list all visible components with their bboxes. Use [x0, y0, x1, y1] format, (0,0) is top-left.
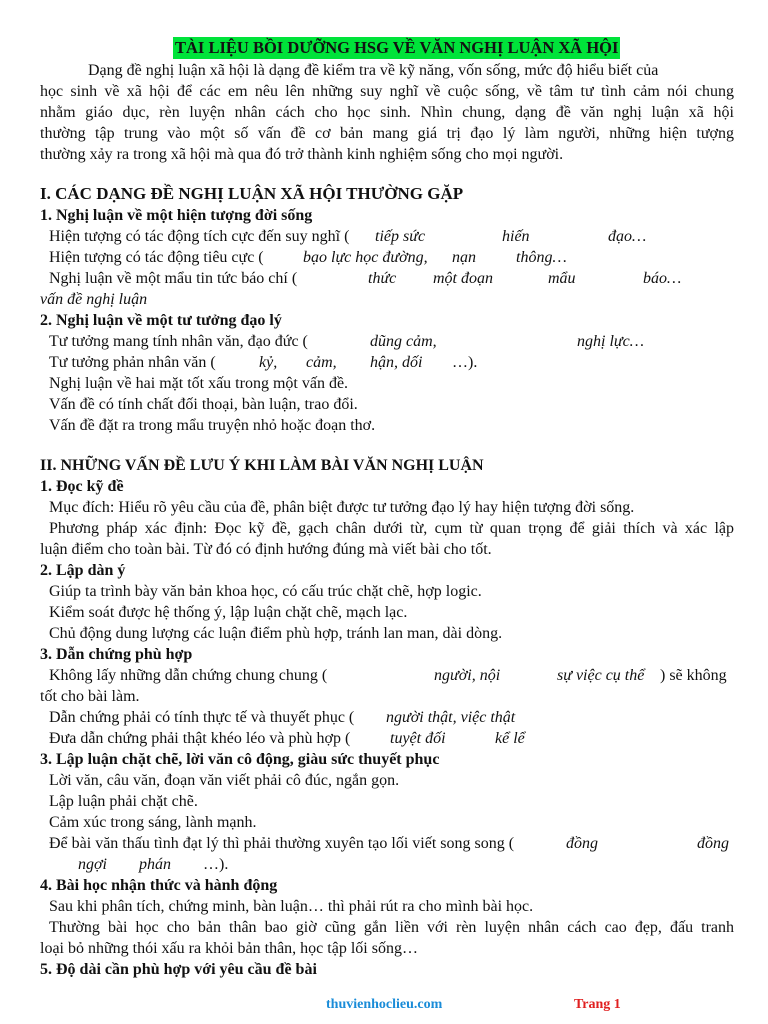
list-item: Để bài văn thấu tình đạt lý thì phải thường xuyên tạo lối viết song song (: [49, 835, 515, 852]
list-item: Giúp ta trình bày văn bản khoa học, có cấu trúc chặt chẽ, hợp logic.: [49, 583, 482, 600]
intro-line-3: nhằm giáo dục, rèn luyện nhân cách cho học sinh. Nhìn chung, dạng đề văn nghị luận xã hội: [40, 104, 734, 121]
italic-fragment: hiến: [502, 228, 530, 245]
list-item: Hiện tượng có tác động tích cực đến suy nghĩ (: [49, 228, 350, 245]
text-fragment: …).: [203, 856, 229, 873]
list-item: Kiểm soát được hệ thống ý, lập luận chặt chẽ, mạch lạc.: [49, 604, 408, 621]
list-item: Chủ động dung lượng các luận điểm phù hợp, tránh lan man, dài dòng.: [49, 625, 503, 642]
italic-fragment: bạo lực học đường,: [303, 249, 428, 266]
list-item: Lời văn, câu văn, đoạn văn viết phải cô đúc, ngắn gọn.: [49, 772, 400, 789]
italic-fragment: mẩu: [548, 270, 576, 287]
list-item: Tư tưởng mang tính nhân văn, đạo đức (: [49, 333, 308, 350]
list-item: Không lấy những dẫn chứng chung chung (: [49, 667, 328, 684]
footer-page-number: Trang 1: [574, 997, 621, 1012]
section-2-sub-2: 2. Lập dàn ý: [40, 562, 126, 579]
list-item: Mục đích: Hiểu rõ yêu cầu của đề, phân biệt được tư tưởng đạo lý hay hiện tượng đời sống.: [49, 499, 635, 516]
italic-fragment: tuyệt đối: [390, 730, 446, 747]
list-item: Thường bài học cho bản thân bao giờ cũng gắn liền với rèn luyện nhân cách cao đẹp, đấu tranh: [49, 919, 734, 936]
intro-line-2: học sinh về xã hội để các em nêu lên những suy nghĩ về cuộc sống, về tâm tư tình cảm nói chung: [40, 83, 734, 100]
italic-fragment: đạo…: [608, 228, 647, 245]
list-item: loại bỏ những thói xấu ra khỏi bản thân, học tập lối sống…: [40, 940, 418, 957]
section-1-heading: I. CÁC DẠNG ĐỀ NGHỊ LUẬN XÃ HỘI THƯỜNG GẶP: [40, 184, 464, 203]
italic-fragment: báo…: [643, 270, 682, 287]
italic-fragment: thông…: [516, 249, 567, 266]
italic-fragment: kỷ,: [259, 354, 278, 371]
list-item: luận điểm cho toàn bài. Từ đó có định hướng đúng mà viết bài cho tốt.: [40, 541, 492, 558]
italic-fragment: sự việc cụ thể: [557, 667, 645, 684]
list-item: Vấn đề có tính chất đối thoại, bàn luận, trao đổi.: [49, 396, 358, 413]
italic-fragment: dũng cảm,: [370, 333, 437, 350]
list-item: Nghị luận về hai mặt tốt xấu trong một vấn đề.: [49, 375, 349, 392]
section-2-sub-5: 4. Bài học nhận thức và hành động: [40, 877, 278, 894]
section-2-heading: II. NHỮNG VẤN ĐỀ LƯU Ý KHI LÀM BÀI VĂN NGHỊ LUẬN: [40, 457, 484, 474]
list-item: Lập luận phải chặt chẽ.: [49, 793, 198, 810]
italic-fragment: đồng: [697, 835, 729, 852]
italic-fragment: một đoạn: [433, 270, 493, 287]
list-item: Vấn đề đặt ra trong mẩu truyện nhỏ hoặc đoạn thơ.: [49, 417, 376, 434]
text-fragment: ) sẽ không: [660, 667, 727, 684]
intro-line-1: Dạng đề nghị luận xã hội là dạng đề kiểm tra về kỹ năng, vốn sống, mức độ hiểu biết của: [88, 62, 659, 79]
section-1-sub-2: 2. Nghị luận về một tư tưởng đạo lý: [40, 312, 282, 329]
list-item: Nghị luận về một mẩu tin tức báo chí (: [49, 270, 298, 287]
footer-site-link[interactable]: thuvienhoclieu.com: [326, 997, 443, 1012]
list-item: Tư tưởng phản nhân văn (: [49, 354, 216, 371]
italic-fragment: đồng: [566, 835, 598, 852]
italic-fragment: ngợi: [78, 856, 107, 873]
italic-fragment: cảm,: [306, 354, 337, 371]
list-item: Sau khi phân tích, chứng minh, bàn luận… thì phải rút ra cho mình bài học.: [49, 898, 534, 915]
italic-fragment: thức: [368, 270, 397, 287]
list-item: Hiện tượng có tác động tiêu cực (: [49, 249, 264, 266]
italic-fragment: nghị lực…: [577, 333, 644, 350]
italic-fragment: người thật, việc thật: [386, 709, 516, 726]
section-1-sub-1: 1. Nghị luận về một hiện tượng đời sống: [40, 207, 313, 224]
italic-fragment: người, nội: [434, 667, 501, 684]
italic-fragment: kể lể: [495, 730, 525, 747]
list-item: Cảm xúc trong sáng, lành mạnh.: [49, 814, 257, 831]
list-item: tốt cho bài làm.: [40, 688, 140, 705]
intro-line-5: thường xảy ra trong xã hội mà qua đó trở thành kinh nghiệm sống cho mọi người.: [40, 146, 564, 163]
italic-fragment: nạn: [452, 249, 476, 266]
italic-fragment: hận, dối: [370, 354, 423, 371]
section-2-sub-1: 1. Đọc kỹ đề: [40, 478, 124, 495]
intro-line-4: thường tập trung vào một số vấn đề cơ bản mang giá trị đạo lý làm người, những hiện tượng: [40, 125, 734, 142]
list-item: Phương pháp xác định: Đọc kỹ đề, gạch chân dưới từ, cụm từ quan trọng để giải thích và xác lập: [49, 520, 734, 537]
section-2-sub-4: 3. Lập luận chặt chẽ, lời văn cô động, giàu sức thuyết phục: [40, 751, 440, 768]
italic-fragment: vấn đề nghị luận: [40, 291, 148, 308]
list-item: Dẫn chứng phải có tính thực tế và thuyết phục (: [49, 709, 355, 726]
section-2-sub-3: 3. Dẫn chứng phù hợp: [40, 646, 193, 663]
list-item: Đưa dẫn chứng phải thật khéo léo và phù hợp (: [49, 730, 351, 747]
italic-fragment: tiếp sức: [375, 228, 426, 245]
text-fragment: …).: [452, 354, 478, 371]
document-title: TÀI LIỆU BỒI DƯỠNG HSG VỀ VĂN NGHỊ LUẬN XÃ HỘI: [175, 38, 619, 57]
italic-fragment: phán: [139, 856, 171, 873]
section-2-sub-6: 5. Độ dài cần phù hợp với yêu cầu đề bài: [40, 961, 317, 978]
